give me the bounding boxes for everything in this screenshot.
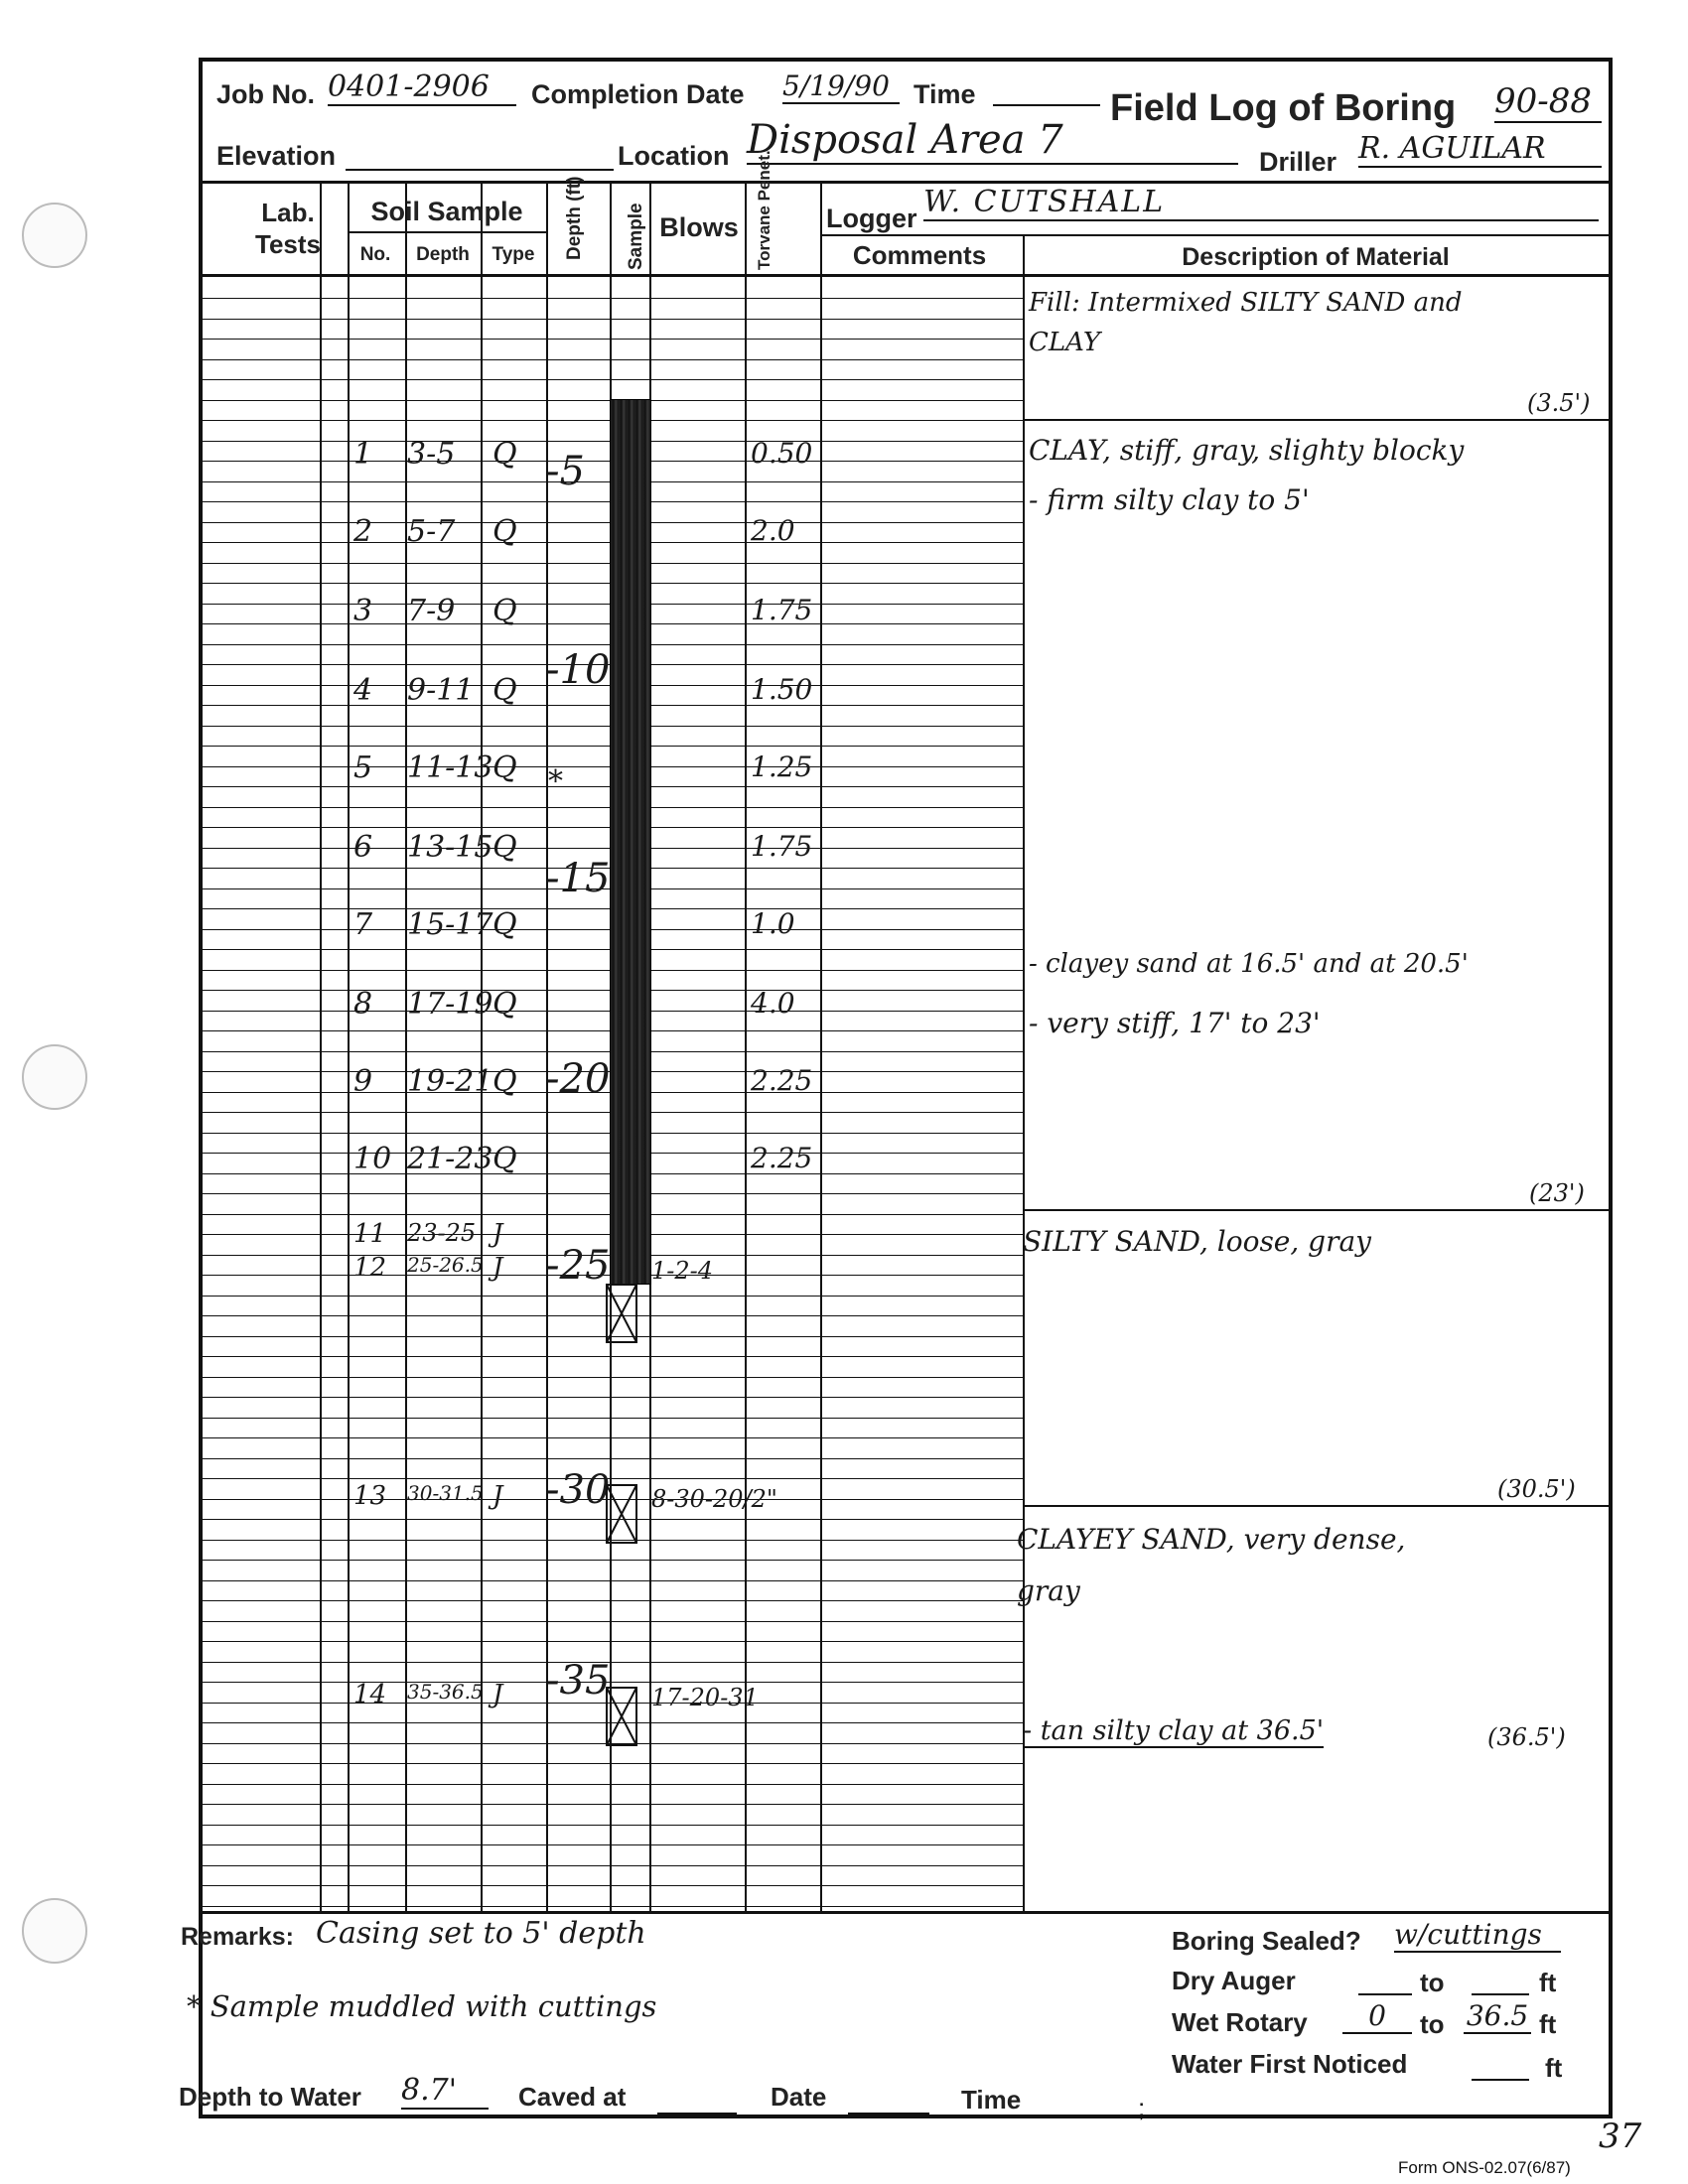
sample-column-fill	[610, 399, 651, 1285]
rule-line	[199, 1825, 1023, 1826]
rule-line	[199, 1865, 1023, 1866]
sample-no: 11	[353, 1219, 387, 1249]
binder-hole-top	[22, 203, 87, 268]
remarks-label: Remarks:	[181, 1923, 294, 1951]
sample-no: 3	[353, 594, 373, 628]
driller-label: Driller	[1259, 147, 1337, 177]
blows-value: 17-20-31	[651, 1684, 759, 1711]
date-line	[848, 2113, 929, 2115]
sample-depth: 15-17	[407, 907, 493, 942]
sample-type: Q	[492, 987, 517, 1022]
desc-silty-end-depth: (30.5')	[1497, 1475, 1576, 1503]
sample-type: Q	[492, 1142, 517, 1176]
blows-value: 8-30-20/2"	[651, 1485, 777, 1513]
date-label: Date	[771, 2082, 827, 2112]
completion-date-value: 5/19/90	[782, 69, 900, 104]
sample-depth: 19-21	[407, 1064, 493, 1099]
sample-type: J	[492, 1253, 503, 1283]
time-line	[993, 104, 1100, 106]
sample-no: 7	[353, 907, 373, 942]
blows-header: Blows	[659, 212, 739, 242]
dry-auger-to-label: to	[1420, 1968, 1445, 1997]
caved-at-label: Caved at	[518, 2082, 627, 2112]
sample-depth: 25-26.5	[407, 1253, 484, 1277]
sample-depth: 7-9	[407, 594, 456, 628]
depth-to-water-value: 8.7'	[401, 2073, 489, 2110]
depth-mark: -25	[546, 1243, 611, 1289]
page-number: 37	[1599, 2116, 1642, 2156]
blows-value: 1-2-4	[651, 1257, 714, 1285]
desc-clayey-line-2: gray	[1017, 1574, 1080, 1607]
sample-depth: 21-23	[407, 1142, 493, 1176]
dry-auger-to-line	[1472, 1993, 1529, 1995]
rule-line	[199, 319, 1023, 320]
job-no-label: Job No.	[216, 79, 315, 109]
wet-rotary-label: Wet Rotary	[1172, 2007, 1308, 2037]
torvane-penet-value: 2.25	[751, 1064, 813, 1097]
desc-clayey-line-3: - tan silty clay at 36.5'	[1023, 1715, 1325, 1746]
sample-depth: 23-25	[407, 1219, 477, 1247]
sample-no: 8	[353, 987, 373, 1022]
footer-time-line	[1045, 2116, 1124, 2118]
split-spoon-marks	[604, 1281, 653, 1757]
sample-type: Q	[492, 673, 517, 708]
desc-clay-line-3: - clayey sand at 16.5' and at 20.5'	[1029, 949, 1469, 979]
torvane-penet-value: 0.50	[751, 437, 813, 470]
sample-depth: 11-13	[407, 751, 493, 785]
torvane-penet-value: 4.0	[751, 987, 795, 1020]
sample-depth: 9-11	[407, 673, 475, 708]
comments-header: Comments	[852, 240, 987, 270]
desc-fill-line-1: Fill: Intermixed SILTY SAND and	[1029, 288, 1463, 318]
remarks-line-2: * Sample muddled with cuttings	[187, 1989, 657, 2023]
elevation-line	[346, 169, 614, 171]
desc-boundary-30-5	[1023, 1505, 1613, 1507]
sample-type: J	[492, 1481, 503, 1511]
sample-type: Q	[492, 907, 517, 942]
sample-column-header: Sample	[626, 203, 646, 270]
desc-clayey-end-depth: (36.5')	[1487, 1723, 1566, 1751]
depth-to-water-label: Depth to Water	[179, 2082, 361, 2112]
sample-type: Q	[492, 514, 517, 549]
sample-type: J	[492, 1680, 503, 1709]
lab-tests-header: Lab. Tests	[255, 198, 321, 259]
desc-fill-line-2: CLAY	[1029, 328, 1101, 357]
depth-mark: *	[548, 764, 563, 799]
header-divider	[199, 181, 1613, 184]
torvane-penet-value: 2.0	[751, 514, 795, 547]
water-first-noticed-line	[1472, 2079, 1529, 2081]
rule-line	[199, 1763, 1023, 1764]
dry-auger-from-line	[1358, 1993, 1412, 1995]
footer-time-label: Time	[961, 2085, 1022, 2115]
wet-rotary-ft-label: ft	[1539, 2009, 1557, 2039]
sample-type: Q	[492, 751, 517, 785]
desc-clayey-line-1: CLAYEY SAND, very dense,	[1017, 1523, 1406, 1556]
binder-hole-bottom	[22, 1898, 87, 1964]
driller-value: R. AGUILAR	[1358, 131, 1602, 168]
sample-depth: 3-5	[407, 437, 456, 472]
sample-type: Q	[492, 1064, 517, 1099]
caved-at-line	[657, 2113, 737, 2115]
wet-rotary-to-label: to	[1420, 2009, 1445, 2039]
desc-clay-line-2: - firm silty clay to 5'	[1029, 483, 1310, 516]
boring-number: 90-88	[1494, 81, 1602, 123]
torvane-penet-value: 1.25	[751, 751, 813, 783]
sample-no: 1	[353, 437, 373, 472]
col-comments-right	[1023, 234, 1025, 1911]
logger-divider	[820, 234, 1613, 236]
form-title: Field Log of Boring	[1110, 87, 1457, 129]
remarks-line-1: Casing set to 5' depth	[316, 1916, 646, 1951]
rule-line	[199, 298, 1023, 299]
footer-extra-line	[1170, 2116, 1587, 2118]
desc-clay-line-4: - very stiff, 17' to 23'	[1029, 1007, 1321, 1039]
depth-mark: -35	[546, 1658, 611, 1704]
form-number: Form ONS-02.07(6/87)	[1398, 2158, 1571, 2177]
dry-auger-label: Dry Auger	[1172, 1966, 1296, 1995]
wet-rotary-from-value: 0	[1342, 1999, 1412, 2034]
job-no-value: 0401-2906	[328, 69, 516, 106]
sample-depth: 17-19	[407, 987, 493, 1022]
depth-mark: -15	[546, 856, 611, 901]
sample-depth-header: Depth	[416, 244, 470, 265]
rule-line	[199, 1804, 1023, 1805]
completion-date-label: Completion Date	[531, 79, 745, 109]
footer-divider	[199, 1911, 1613, 1914]
rule-line	[199, 1906, 1023, 1907]
depth-mark: -30	[546, 1467, 611, 1513]
description-header: Description of Material	[1182, 243, 1450, 271]
torvane-penet-header: Torvane Penet.	[755, 150, 774, 270]
torvane-penet-value: 1.75	[751, 594, 813, 626]
sample-no: 10	[353, 1142, 392, 1176]
water-first-ft-label: ft	[1545, 2053, 1563, 2083]
torvane-penet-value: 1.50	[751, 673, 813, 706]
desc-fill-end-depth: (3.5')	[1527, 389, 1591, 417]
torvane-penet-value: 1.0	[751, 907, 795, 940]
time-label: Time	[914, 79, 976, 109]
soil-sample-subdivider	[348, 231, 546, 233]
desc-silty-sand: SILTY SAND, loose, gray	[1023, 1225, 1371, 1258]
sample-depth: 13-15	[407, 830, 493, 865]
desc-boundary-3-5	[1023, 419, 1613, 421]
boring-sealed-label: Boring Sealed?	[1172, 1926, 1361, 1956]
sample-no: 12	[353, 1253, 387, 1283]
soil-sample-header: Soil Sample	[370, 197, 523, 226]
sample-no: 14	[353, 1680, 387, 1709]
sample-type: Q	[492, 437, 517, 472]
sample-no: 13	[353, 1481, 387, 1511]
rule-line	[199, 339, 1023, 340]
desc-boundary-23	[1023, 1209, 1613, 1211]
wet-rotary-to-value: 36.5	[1464, 1999, 1531, 2034]
sample-depth: 35-36.5	[407, 1680, 484, 1704]
depth-mark: -20	[546, 1056, 611, 1102]
sample-type: Q	[492, 830, 517, 865]
rule-line	[199, 1784, 1023, 1785]
boring-sealed-value: w/cuttings	[1394, 1918, 1561, 1953]
sample-type: Q	[492, 594, 517, 628]
logger-value: W. CUTSHALL	[923, 185, 1599, 221]
location-label: Location	[618, 141, 730, 171]
logger-label: Logger	[826, 204, 917, 233]
rule-line	[199, 1844, 1023, 1845]
water-first-noticed-label: Water First Noticed	[1172, 2049, 1408, 2079]
sample-no: 5	[353, 751, 373, 785]
sample-no: 4	[353, 673, 373, 708]
depth-ft-header: Depth (ft)	[564, 176, 585, 260]
sample-no: 2	[353, 514, 373, 549]
elevation-label: Elevation	[216, 141, 337, 171]
sample-no-header: No.	[359, 244, 391, 265]
sample-no: 6	[353, 830, 373, 865]
torvane-penet-value: 1.75	[751, 830, 813, 863]
footer-semicolon: ;	[1138, 2093, 1146, 2122]
sample-no: 9	[353, 1064, 373, 1099]
dry-auger-ft-label: ft	[1539, 1968, 1557, 1997]
depth-mark: -5	[546, 449, 585, 494]
depth-mark: -10	[546, 647, 611, 693]
rule-line	[199, 1885, 1023, 1886]
torvane-penet-value: 2.25	[751, 1142, 813, 1174]
desc-clay-line-1: CLAY, stiff, gray, slighty blocky	[1029, 434, 1465, 467]
sample-depth: 30-31.5	[407, 1481, 484, 1505]
desc-clay-end-depth: (23')	[1529, 1179, 1585, 1207]
column-header-divider	[199, 274, 1613, 277]
rule-line	[199, 379, 1023, 380]
sample-depth: 5-7	[407, 514, 456, 549]
sample-type-header: Type	[492, 244, 535, 265]
rule-line	[199, 359, 1023, 360]
sample-type: J	[492, 1219, 503, 1249]
binder-hole-middle	[22, 1044, 87, 1110]
location-value: Disposal Area 7	[747, 117, 1238, 165]
